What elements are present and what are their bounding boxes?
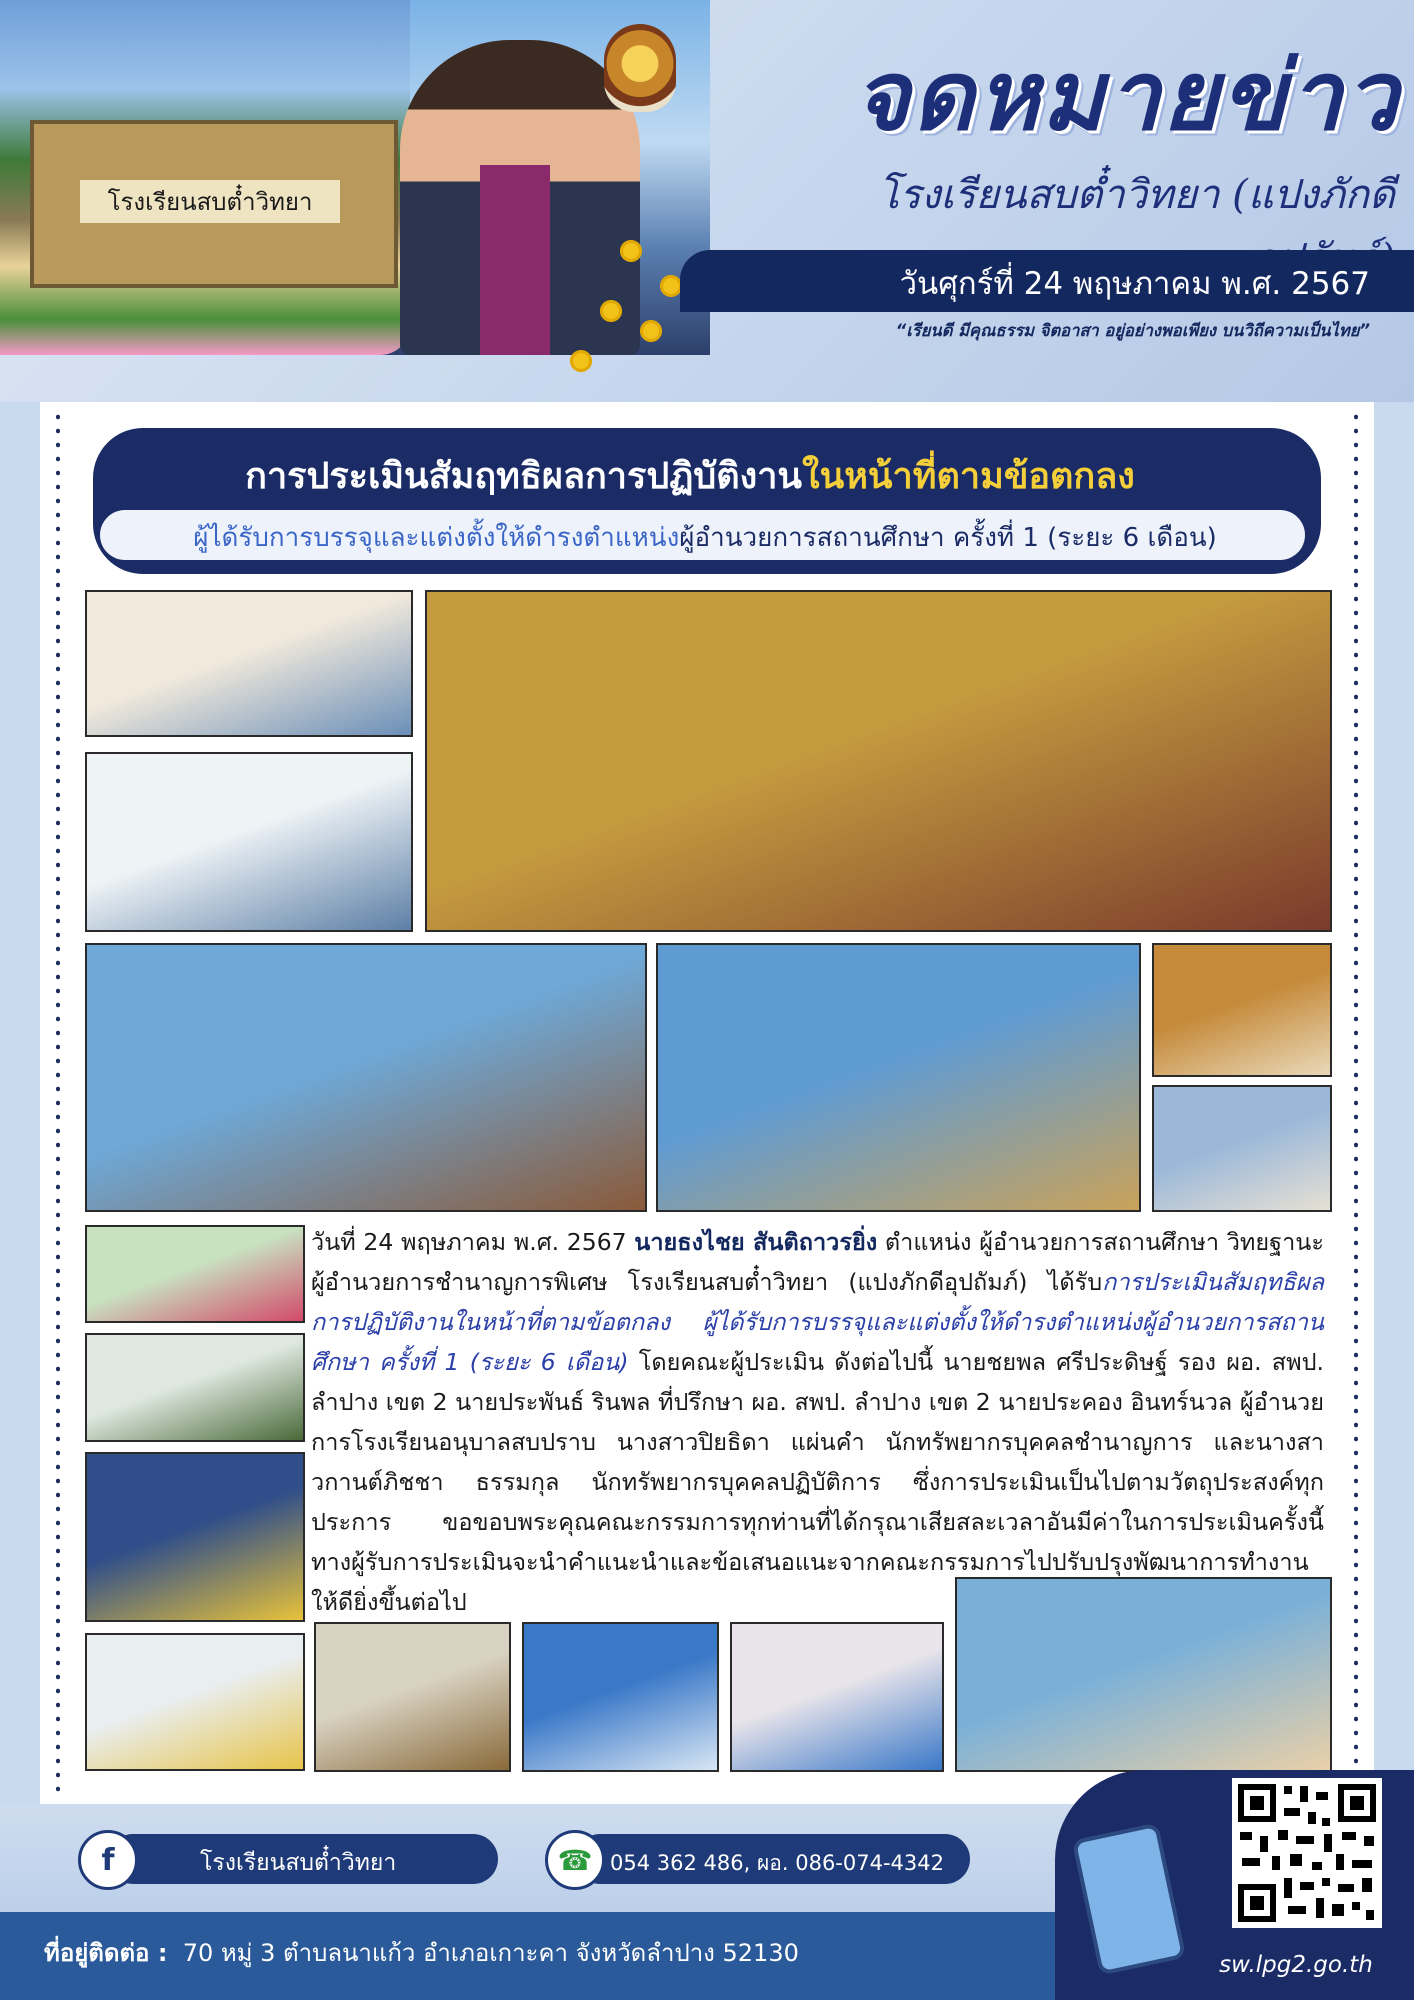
article-emphasis: การประเมินสัมฤทธิผลการปฏิบัติงานในหน้าที่ตามข้อตกลง ผู้ได้รับการบรรจุและแต่งตั้งให้ดำรงตำแหน่งผู้อำนวยการสถานศึกษา ครั้งที่ 1 (ระยะ 6 เดือน) <box>311 1268 1324 1376</box>
subheadline <box>110 517 1300 558</box>
exhibition-booth-photo <box>85 1225 305 1323</box>
facebook-link[interactable]: โรงเรียนสบต๋ำวิทยา <box>200 1850 397 1876</box>
student-greeting-photo <box>656 943 1141 1212</box>
golden-shower-flower <box>640 320 662 342</box>
meeting-room-photo-2 <box>85 752 413 932</box>
award-display-photo <box>1152 943 1332 1077</box>
address-label: ที่อยู่ติดต่อ : <box>44 1939 168 1967</box>
article-text-2: โดยคณะผู้ประเมิน ดังต่อไปนี้ นายชยพล ศรีประดิษฐ์ รอง ผอ. สพป. ลำปาง เขต 2 นายประพันธ์ รินพล ที่ปรึกษา ผอ. สพป. ลำปาง เขต 2 นายประคอง อินทร์นวล ผู้อำนวยการโรงเรียนอนุบาลสบปราบ นางสาวปิยธิดา แผ่นคำ นักทรัพยากรบุคคลชำนาญการ และนางสาวกานต์ภิชชา ธรรมกุล นักทรัพยากรบุคคลปฏิบัติการ ซึ่งการประเมินเป็นไปตามวัตถุประสงค์ทุกประการ ขอขอบพระคุณคณะกรรมการทุกท่านที่ได้กรุณาเสียสละเวลาอันมีค่าในการประเมินครั้งนี้ ทางผู้รับการประเมินจะนำคำแนะนำและข้อเสนอแนะจากคณะกรรมการไปปรับปรุงพัฒนาการทำงานให้ดียิ่งขึ้นต่อไป <box>311 1348 1325 1616</box>
facebook-icon: f <box>78 1830 138 1890</box>
article-body <box>311 1222 1324 1622</box>
dotted-border-right <box>1354 410 1358 1800</box>
website-link[interactable]: sw.lpg2.go.th <box>1219 1952 1373 1978</box>
group-photo-sobtam <box>85 943 647 1212</box>
address <box>44 1933 799 1972</box>
meeting-room-photo-1 <box>85 590 413 737</box>
school-motto: “เรียนดี มีคุณธรรม จิตอาสา อยู่อย่างพอเพียง บนวิถีความเป็นไทย” <box>895 321 1370 340</box>
group-photo-main <box>425 590 1332 932</box>
headline-part2: ในหน้าที่ตามข้อตกลง <box>802 456 1135 497</box>
golden-shower-flower <box>600 300 622 322</box>
headline-part1: การประเมินสัมฤทธิผลการปฏิบัติงาน <box>245 456 803 497</box>
subheadline-part1: ผู้ได้รับการบรรจุและแต่งตั้งให้ดำรงตำแหน่ง <box>193 523 680 553</box>
address-text: 70 หมู่ 3 ตำบลนาแก้ว อำเภอเกาะคา จังหวัดลำปาง 52130 <box>182 1939 799 1967</box>
director-shirt <box>480 165 550 355</box>
phone-numbers: 054 362 486, ผอ. 086-074-4342 <box>610 1851 944 1875</box>
subheadline-part2: ผู้อำนวยการสถานศึกษา ครั้งที่ 1 (ระยะ 6 เดือน) <box>679 523 1217 553</box>
article-date: วันที่ 24 พฤษภาคม พ.ศ. 2567 <box>311 1228 635 1256</box>
sobtam-model-poster <box>85 1452 305 1622</box>
issue-date: วันศุกร์ที่ 24 พฤษภาคม พ.ศ. 2567 <box>899 266 1370 302</box>
qr-code[interactable] <box>1232 1778 1382 1928</box>
golden-shower-flower <box>660 275 682 297</box>
golden-shower-flower <box>570 350 592 372</box>
obec-seal-logo <box>604 24 676 112</box>
phone-icon: ☎ <box>545 1830 605 1890</box>
school-sign-text: โรงเรียนสบต๋ำวิทยา <box>80 180 340 223</box>
students-activity-photo <box>85 1633 305 1771</box>
documents-photo-2 <box>730 1622 944 1772</box>
display-board-photo <box>522 1622 719 1772</box>
director-name: นายธงไชย สันติถาวรยิ่ง <box>634 1228 878 1256</box>
school-name: โรงเรียนสบต๋ำวิทยา (แปงภักดี <box>878 172 1395 218</box>
qr-code-graphic <box>1232 1778 1382 1928</box>
article-text-1: ตำแหน่ง ผู้อำนวยการสถานศึกษา วิทยฐานะ ผู้อำนวยการชำนาญการพิเศษ โรงเรียนสบต๋ำวิทยา (แปงภักดีอุปถัมภ์) ได้รับ <box>311 1228 1324 1296</box>
dance-performance-photo <box>314 1622 511 1772</box>
documents-photo-1 <box>1152 1085 1332 1212</box>
golden-shower-flower <box>620 240 642 262</box>
dotted-border-left <box>56 410 60 1800</box>
board-presentation-photo <box>85 1333 305 1442</box>
headline <box>110 447 1270 504</box>
newsletter-title: จดหมายข่าว <box>853 39 1400 152</box>
